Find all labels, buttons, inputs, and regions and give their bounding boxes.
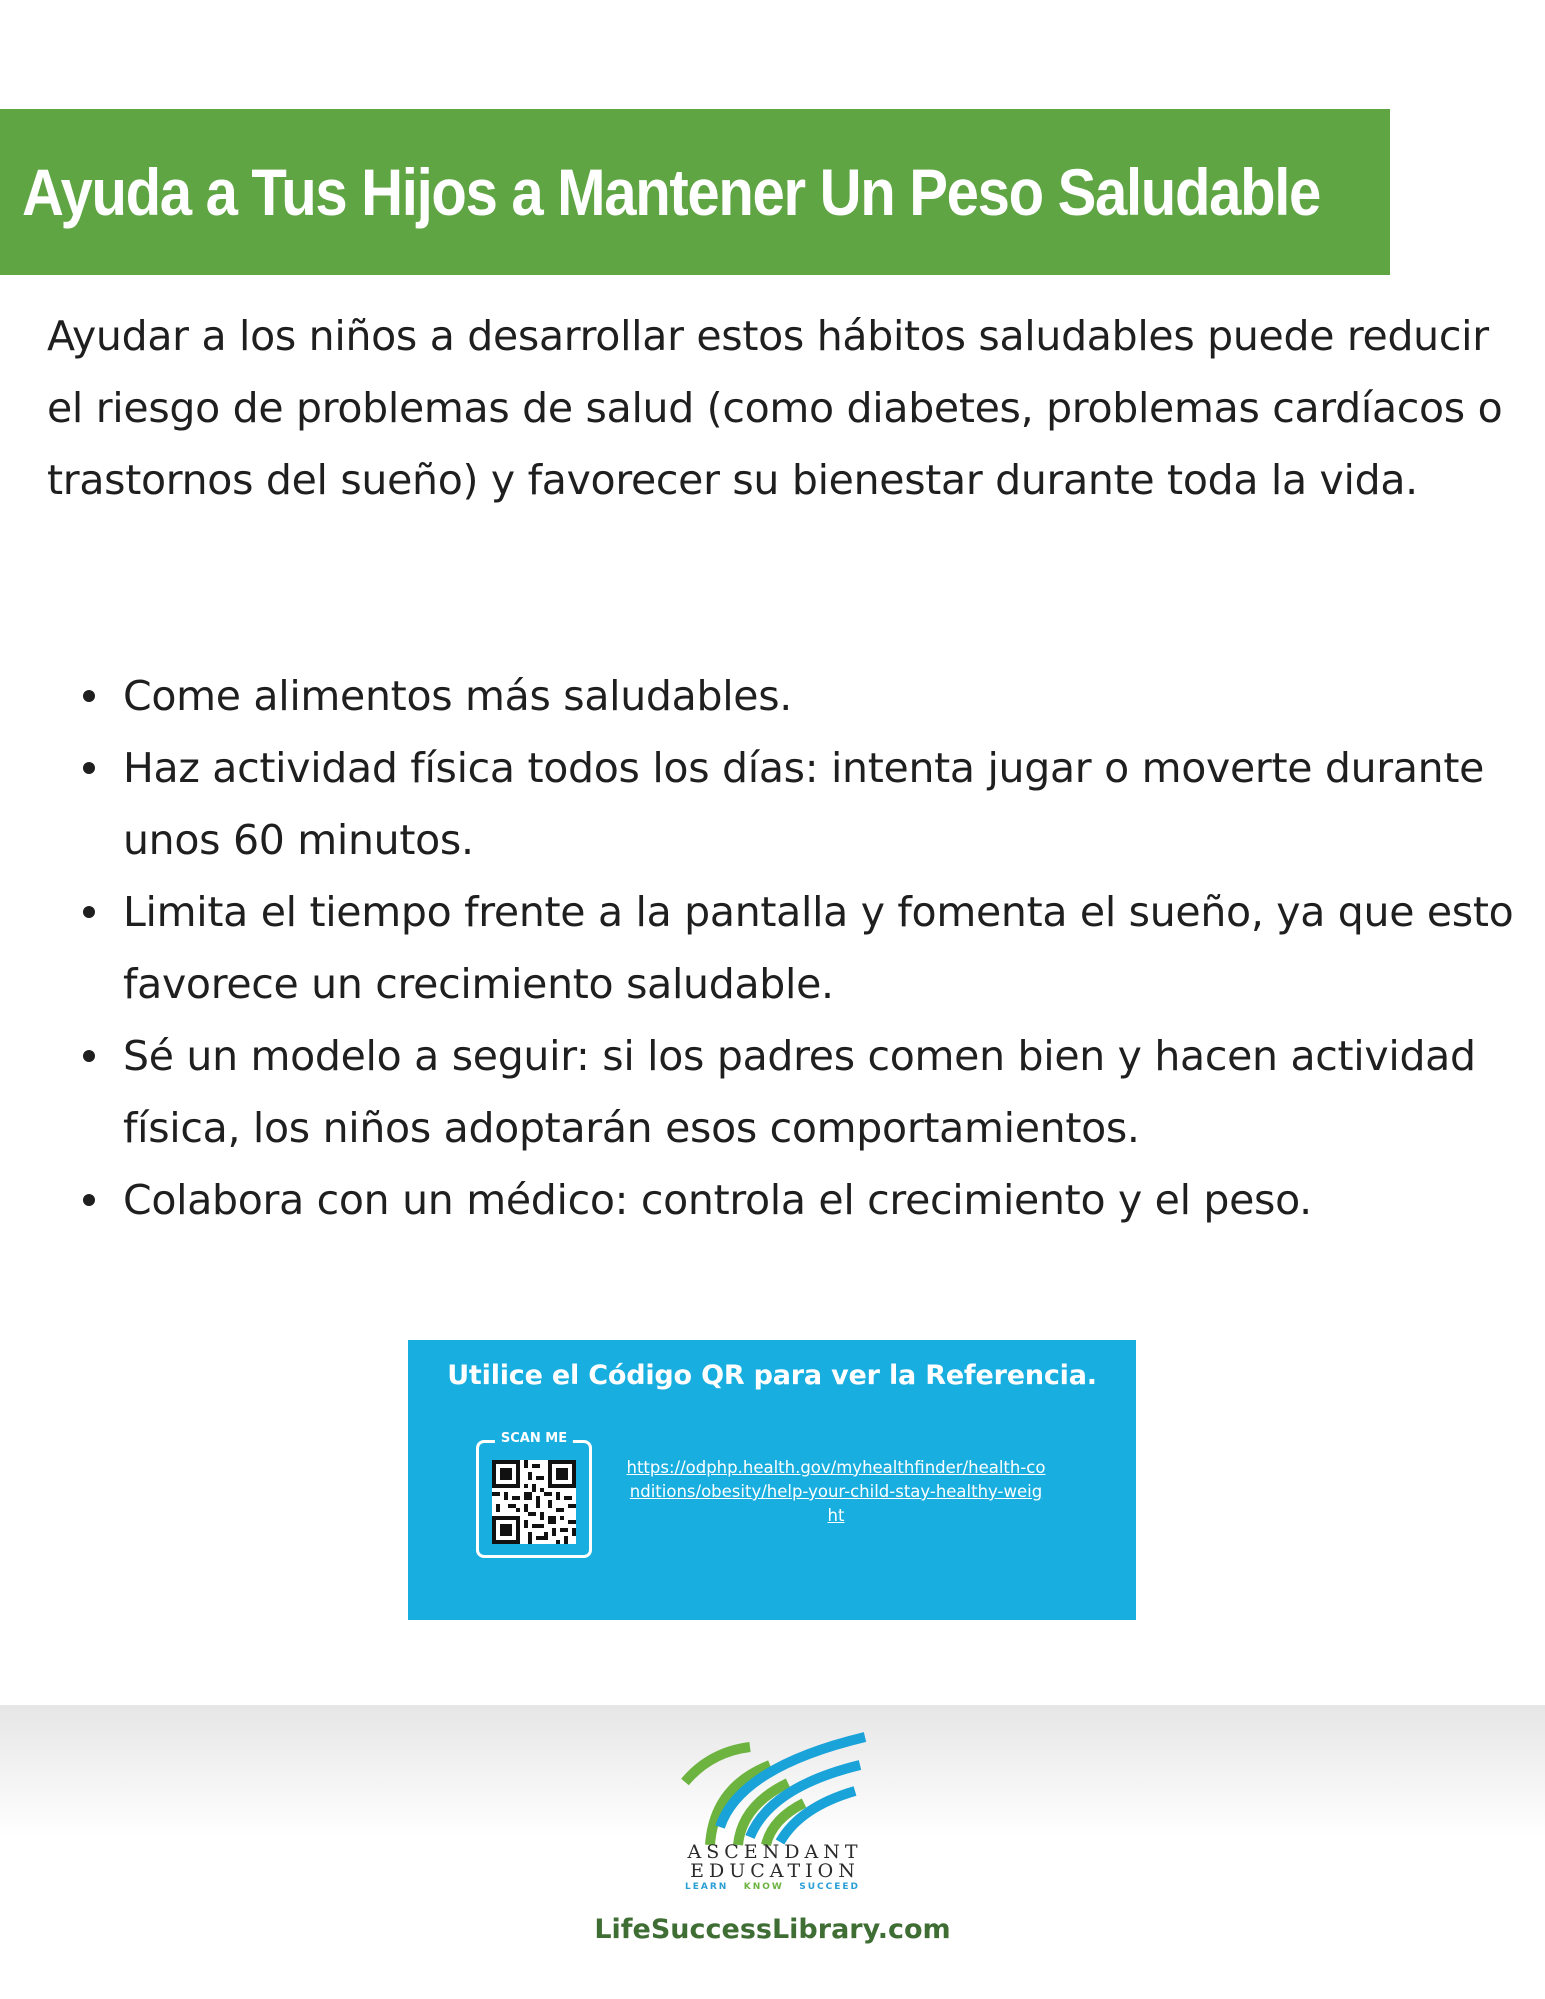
list-item bbox=[75, 1164, 1515, 1236]
habit-text: Limita el tiempo frente a la pantalla y fomenta el sueño, ya que esto favorece un crecimiento saludable. bbox=[123, 888, 1514, 1008]
ascendant-education-logo-icon bbox=[680, 1727, 870, 1847]
bullet-icon bbox=[83, 906, 95, 918]
tagline-know: KNOW bbox=[743, 1882, 784, 1892]
habit-text: Colabora con un médico: controla el crecimiento y el peso. bbox=[123, 1176, 1312, 1224]
logo-line-1: ASCENDANT bbox=[687, 1841, 863, 1863]
bullet-icon bbox=[83, 1194, 95, 1206]
list-item bbox=[75, 732, 1515, 876]
qr-code-icon[interactable] bbox=[492, 1460, 576, 1544]
habits-list bbox=[75, 660, 1515, 1236]
list-item bbox=[75, 660, 1515, 732]
bullet-icon bbox=[83, 690, 95, 702]
bullet-icon bbox=[83, 1050, 95, 1062]
habit-text: Come alimentos más saludables. bbox=[123, 672, 793, 720]
list-item bbox=[75, 876, 1515, 1020]
intro-paragraph: Ayudar a los niños a desarrollar estos hábitos saludables puede reducir el riesgo de problemas de salud (como diabetes, problemas cardíacos o trastornos del sueño) y favorecer su bienestar durante toda la vida. bbox=[47, 312, 1503, 504]
reference-heading: Utilice el Código QR para ver la Referencia. bbox=[447, 1360, 1097, 1391]
logo-tagline bbox=[0, 1882, 1545, 1892]
reference-box bbox=[408, 1340, 1136, 1620]
tagline-learn: LEARN bbox=[685, 1882, 729, 1892]
tagline-succeed: SUCCEED bbox=[799, 1882, 860, 1892]
page-title: Ayuda a Tus Hijos a Mantener Un Peso Saludable bbox=[22, 155, 1321, 229]
logo-wordmark bbox=[0, 1843, 1545, 1881]
site-url-link[interactable]: LifeSuccessLibrary.com bbox=[594, 1914, 951, 1945]
footer bbox=[0, 1705, 1545, 1999]
title-banner bbox=[0, 109, 1390, 275]
logo-line-2: EDUCATION bbox=[690, 1860, 860, 1882]
scan-me-label: SCAN ME bbox=[495, 1431, 573, 1446]
qr-frame bbox=[476, 1431, 592, 1558]
reference-link[interactable]: https://odphp.health.gov/myhealthfinder/health-conditions/obesity/help-your-child-stay-healthy-weight bbox=[626, 1458, 1046, 1525]
bullet-icon bbox=[83, 762, 95, 774]
list-item bbox=[75, 1020, 1515, 1164]
habit-text: Haz actividad física todos los días: intenta jugar o moverte durante unos 60 minutos. bbox=[123, 744, 1485, 864]
habit-text: Sé un modelo a seguir: si los padres comen bien y hacen actividad física, los niños adoptarán esos comportamientos. bbox=[123, 1032, 1476, 1152]
